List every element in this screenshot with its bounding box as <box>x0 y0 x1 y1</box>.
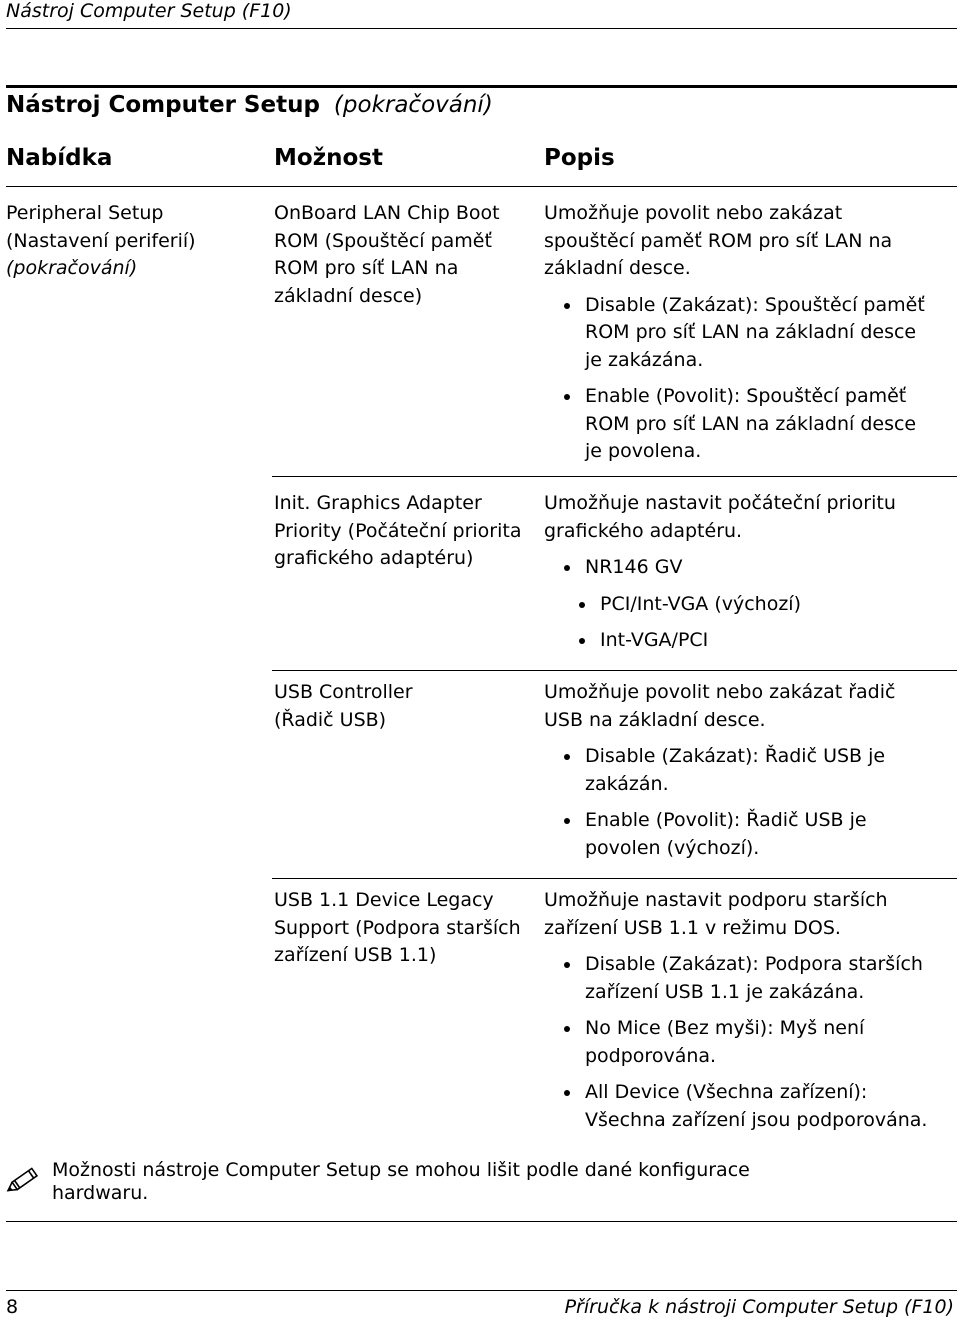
pencil-icon <box>4 1160 44 1200</box>
running-head: Nástroj Computer Setup (F10) <box>6 0 292 22</box>
bullet-item: NR146 GV <box>544 554 954 582</box>
bullet-line: Enable (Povolit): Spouštěcí paměť <box>585 385 907 407</box>
bullet-item <box>544 292 954 375</box>
option-line: ROM pro síť LAN na <box>274 257 459 279</box>
title-rule <box>6 85 957 88</box>
menu-line: (Nastavení periferií) <box>6 229 196 252</box>
option-line: (Řadič USB) <box>274 708 387 731</box>
bullet-line: je povolena. <box>585 440 702 462</box>
option-line: Support (Podpora starších <box>274 916 521 939</box>
bullet-line: ROM pro síť LAN na základní desce <box>585 412 917 435</box>
sub-bullet-item: Int-VGA/PCI <box>544 627 954 655</box>
bullet-item <box>544 951 954 1006</box>
bullet-line: je zakázána. <box>585 348 704 371</box>
option-usb-legacy <box>274 887 536 970</box>
bullet-line: Disable (Zakázat): Řadič USB je <box>585 745 886 767</box>
table-title-main: Nástroj Computer Setup <box>6 92 320 118</box>
bullet-item <box>544 807 954 862</box>
table-title <box>6 92 493 118</box>
desc-usb-controller <box>544 679 954 862</box>
option-line: USB 1.1 Device Legacy <box>274 889 494 911</box>
desc-line: USB na základní desce. <box>544 708 766 731</box>
bullet-line: No Mice (Bez myši): Myš není <box>585 1017 865 1039</box>
desc-line: spouštěcí paměť ROM pro síť LAN na <box>544 229 893 252</box>
footer-book-title: Příručka k nástroji Computer Setup (F10) <box>564 1296 954 1318</box>
option-line: základní desce) <box>274 284 423 307</box>
option-line: Priority (Počáteční priorita <box>274 519 522 542</box>
option-line: zařízení USB 1.1) <box>274 944 437 966</box>
desc-line: Umožňuje nastavit počáteční prioritu <box>544 492 896 514</box>
option-line: ROM (Spouštěcí paměť <box>274 229 492 252</box>
row-rule <box>272 670 957 671</box>
bullet-line: Enable (Povolit): Řadič USB je <box>585 809 867 831</box>
table-bottom-rule <box>6 1221 957 1222</box>
table-title-continued: (pokračování) <box>333 92 493 118</box>
desc-graphics-priority <box>544 490 954 655</box>
option-usb-controller <box>274 679 536 734</box>
row-rule <box>272 476 957 477</box>
bullet-line: ROM pro síť LAN na základní desce <box>585 321 917 343</box>
desc-onboard-lan <box>544 200 954 466</box>
bullet-line: zakázán. <box>585 772 669 795</box>
desc-line: základní desce. <box>544 257 691 279</box>
option-line: Init. Graphics Adapter <box>274 492 482 514</box>
sub-bullet-item: PCI/Int-VGA (výchozí) <box>544 591 954 619</box>
header-rule <box>6 186 957 187</box>
bullet-item <box>544 1079 954 1134</box>
page-number: 8 <box>6 1296 19 1318</box>
desc-usb-legacy <box>544 887 954 1134</box>
desc-line: Umožňuje nastavit podporu starších <box>544 889 888 911</box>
header-description: Popis <box>544 145 615 171</box>
option-line: USB Controller <box>274 681 413 703</box>
menu-line: (pokračování) <box>6 257 138 279</box>
desc-line: Umožňuje povolit nebo zakázat řadič <box>544 681 896 703</box>
bullet-item <box>544 1015 954 1070</box>
desc-line: grafického adaptéru. <box>544 519 743 542</box>
header-option: Možnost <box>274 145 383 171</box>
bullet-line: zařízení USB 1.1 je zakázána. <box>585 980 865 1003</box>
bullet-item <box>544 383 954 466</box>
option-line: grafického adaptéru) <box>274 547 474 569</box>
bullet-line: Všechna zařízení jsou podporována. <box>585 1108 928 1131</box>
row-rule <box>272 878 957 879</box>
desc-line: zařízení USB 1.1 v režimu DOS. <box>544 916 841 939</box>
bullet-item <box>544 743 954 798</box>
option-line: OnBoard LAN Chip Boot <box>274 202 500 224</box>
bullet-line: povolen (výchozí). <box>585 836 760 859</box>
top-rule <box>6 28 957 29</box>
option-onboard-lan <box>274 200 536 310</box>
footer-rule <box>6 1290 957 1291</box>
bullet-line: Disable (Zakázat): Podpora starších <box>585 953 923 975</box>
note-line: hardwaru. <box>52 1182 149 1204</box>
note <box>52 1159 752 1205</box>
menu-cell <box>6 200 261 283</box>
note-line: Možnosti nástroje Computer Setup se mohou lišit podle dané konfigurace <box>52 1159 750 1181</box>
option-graphics-priority <box>274 490 536 573</box>
header-menu: Nabídka <box>6 145 113 171</box>
menu-line: Peripheral Setup <box>6 202 164 224</box>
bullet-line: All Device (Všechna zařízení): <box>585 1081 868 1103</box>
bullet-line: Disable (Zakázat): Spouštěcí paměť <box>585 293 925 316</box>
desc-line: Umožňuje povolit nebo zakázat <box>544 202 843 224</box>
bullet-line: podporována. <box>585 1044 717 1067</box>
